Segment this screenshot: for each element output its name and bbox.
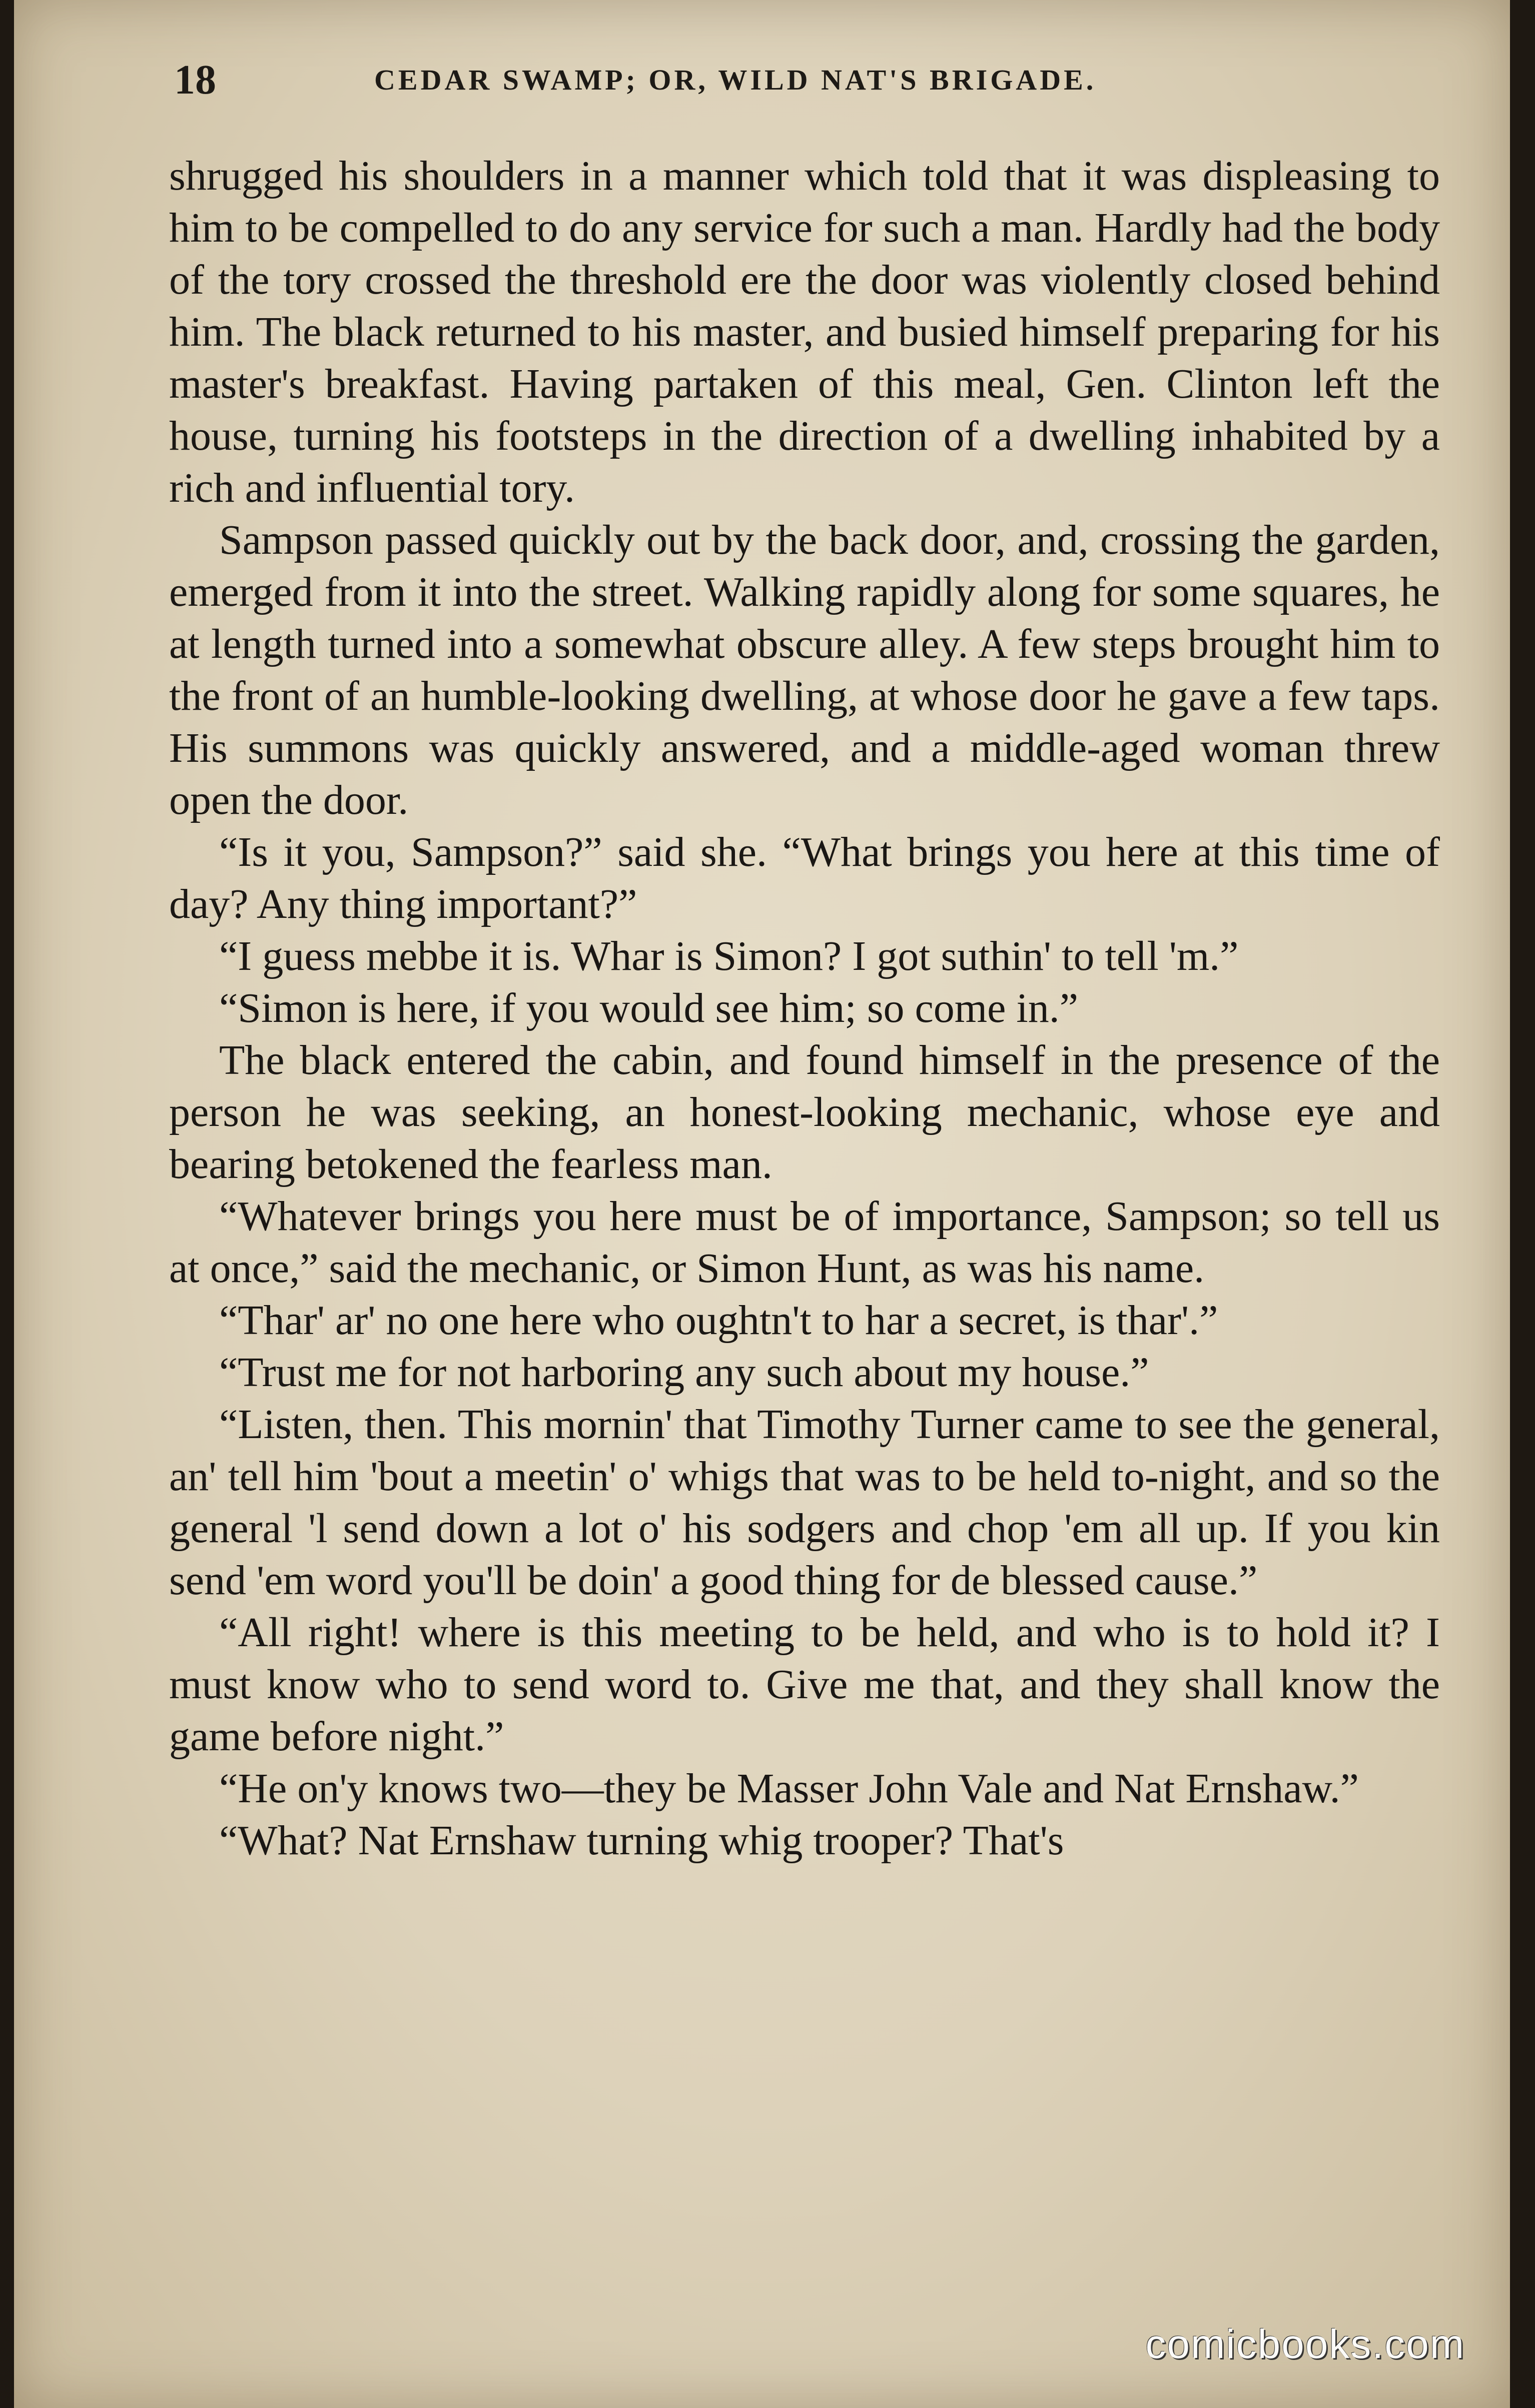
paragraph: “Listen, then. This mornin' that Timothy Turner came to see the general, an' tell him 'bout a meetin' o' whigs that was to be held to-night, and so the general 'l send down a lot o' his sodgers and chop 'em all up. If you kin send 'em word you'll be doin' a good thing for de blessed cause.” xyxy=(169,1401,1440,1604)
page-header xyxy=(164,50,1445,110)
paragraph: “What? Nat Ernshaw turning whig trooper? That's xyxy=(219,1817,1064,1864)
paragraph: “Trust me for not harboring any such about my house.” xyxy=(219,1349,1149,1396)
paragraph: “Is it you, Sampson?” said she. “What brings you here at this time of day? Any thing important?” xyxy=(169,829,1440,927)
page-number: 18 xyxy=(174,57,216,103)
paragraph: “I guess mebbe it is. Whar is Simon? I got suthin' to tell 'm.” xyxy=(219,933,1239,979)
body-text xyxy=(169,150,1440,1867)
paragraph: shrugged his shoulders in a manner which told that it was displeasing to him to be compelled to do any service for such a man. Hardly had the body of the tory crossed the threshold ere the door was violently closed behind him. The black returned to his master, and busied himself preparing for his master's breakfast. Having partaken of this meal, Gen. Clinton left the house, turning his footsteps in the direction of a dwelling inhabited by a rich and influential tory. xyxy=(169,153,1440,511)
paragraph: “Whatever brings you here must be of importance, Sampson; so tell us at once,” said the mechanic, or Simon Hunt, as was his name. xyxy=(169,1193,1440,1292)
running-head: CEDAR SWAMP; OR, WILD NAT'S BRIGADE. xyxy=(374,64,1097,96)
book-page xyxy=(14,0,1510,2408)
paragraph: “All right! where is this meeting to be held, and who is to hold it? I must know who to send word to. Give me that, and they shall know the game before night.” xyxy=(169,1609,1440,1760)
paragraph: Sampson passed quickly out by the back door, and, crossing the garden, emerged from it into the street. Walking rapidly along for some squares, he at length turned into a somewhat obscure alley. A few steps brought him to the front of an humble-looking dwelling, at whose door he gave a few taps. His summons was quickly answered, and a middle-aged woman threw open the door. xyxy=(169,517,1440,823)
paragraph: “Thar' ar' no one here who oughtn't to har a secret, is thar'.” xyxy=(219,1297,1218,1344)
paragraph: The black entered the cabin, and found himself in the presence of the person he was seeking, an honest-looking mechanic, whose eye and bearing betokened the fearless man. xyxy=(169,1037,1440,1187)
paragraph: “He on'y knows two—they be Masser John Vale and Nat Ernshaw.” xyxy=(219,1765,1359,1812)
watermark: comicbooks.com xyxy=(1145,2321,1465,2367)
paragraph: “Simon is here, if you would see him; so come in.” xyxy=(219,985,1079,1031)
